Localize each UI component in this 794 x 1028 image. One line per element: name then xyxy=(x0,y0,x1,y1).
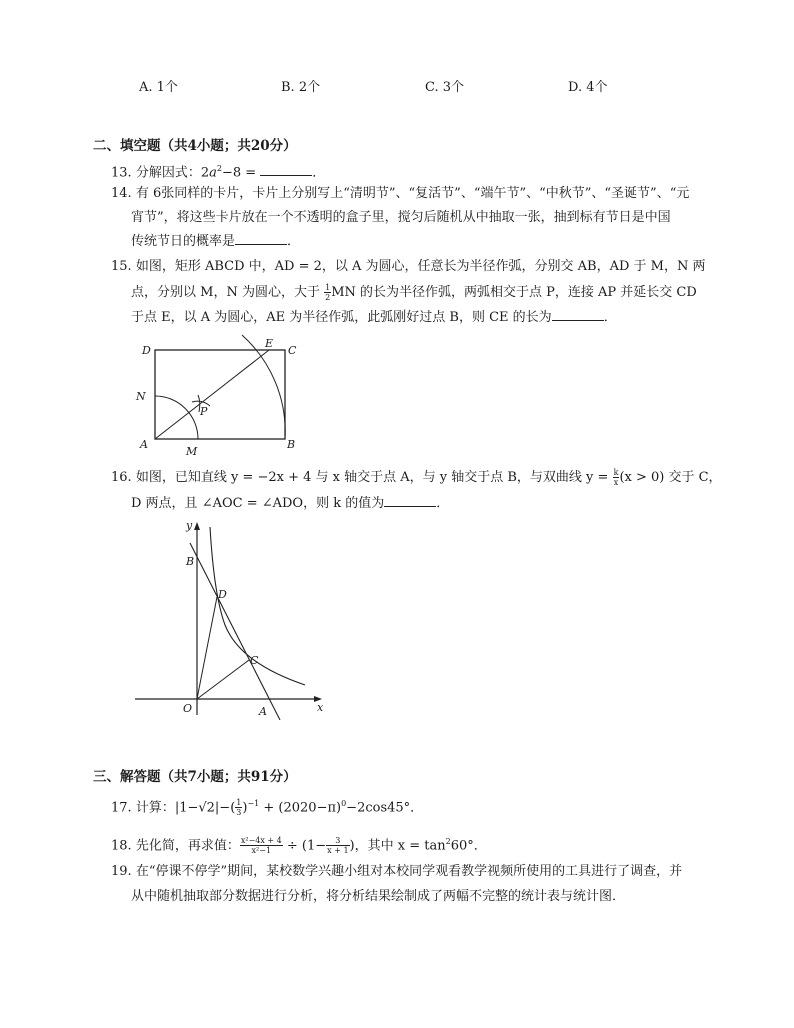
frac-num: 3 xyxy=(326,836,349,846)
q15-line2 xyxy=(131,281,697,305)
question-19 xyxy=(111,860,682,884)
q17-rest: + (2020−π) xyxy=(259,800,342,816)
q18-tail: 60°． xyxy=(450,838,487,854)
fraction-2 xyxy=(326,836,349,855)
q15-line3-text: 于点 E，以 A 为圆心，AE 为半径作弧，此弧刚好过点 B，则 CE 的长为 xyxy=(131,310,552,325)
q14-line2: 宵节”，将这些卡片放在一个不透明的盒子里，搅匀后随机从中抽取一张，抽到标有节日是中国 xyxy=(131,210,671,225)
q16-line1a: 如图，已知直线 y = −2x + 4 与 x 轴交于点 A，与 y 轴交于点 B，与双曲线 y = xyxy=(135,470,609,485)
q14-line3-text: 传统节日的概率是 xyxy=(131,234,236,249)
question-number: 16. xyxy=(111,470,132,485)
question-number: 17. xyxy=(111,800,132,816)
label-y: y xyxy=(186,519,193,532)
frac-num: 1 xyxy=(236,798,242,808)
frac-den: x²−1 xyxy=(251,846,272,856)
frac-num: 1 xyxy=(325,283,331,292)
question-17 xyxy=(111,792,423,820)
question-number: 15. xyxy=(111,259,132,274)
label-a: A xyxy=(259,705,267,718)
question-15 xyxy=(111,255,706,279)
q13-prefix: 分解因式：2 xyxy=(135,165,210,181)
label-m: M xyxy=(186,445,198,458)
arc-nm xyxy=(155,396,198,439)
section-heading-fill-blank: 二、填空题（共4小题；共20分） xyxy=(93,138,297,154)
line-od xyxy=(197,597,217,699)
q14-end: ． xyxy=(287,234,301,249)
q15-line2a: 点，分别以 M，N 为圆心，大于 xyxy=(131,285,320,300)
q15-line1: 如图，矩形 ABCD 中，AD = 2，以 A 为圆心，任意长为半径作弧，分别交 AB，AD 于 M，N 两 xyxy=(135,259,706,274)
q17-exp: −1 xyxy=(247,799,260,808)
fraction-1 xyxy=(240,836,283,855)
q13-end: ． xyxy=(312,165,326,181)
section-heading-solve: 三、解答题（共7小题；共91分） xyxy=(93,769,297,785)
option-a: A. 1个 xyxy=(139,80,178,95)
label-b: B xyxy=(186,555,195,568)
answer-blank xyxy=(260,162,312,176)
q17-exp0: 0 xyxy=(341,799,347,808)
line-oc xyxy=(197,660,249,699)
label-o: O xyxy=(183,702,193,715)
label-a: A xyxy=(140,438,148,451)
frac-num: x²−4x + 4 xyxy=(240,836,282,846)
answer-blank xyxy=(235,231,287,245)
label-n: N xyxy=(136,390,146,403)
question-number: 14. xyxy=(111,186,132,201)
q14-line1: 有 6张同样的卡片，卡片上分别写上“清明节”、“复活节”、“端午节”、“中秋节”、“圣诞节”、“元 xyxy=(135,186,690,201)
line-ae xyxy=(155,350,269,439)
q17-tail: −2cos45°． xyxy=(346,800,424,816)
label-c: C xyxy=(288,344,297,357)
question-18 xyxy=(111,830,487,858)
answer-blank xyxy=(384,493,436,507)
q13-sup: 2 xyxy=(216,164,222,173)
q16-line2 xyxy=(131,492,449,516)
q15-line2b: MN 的长为半径作弧，两弧相交于点 P，连接 AP 并延长交 CD xyxy=(331,285,697,300)
q19-line2: 从中随机抽取部分数据进行分析，将分析结果绘制成了两幅不完整的统计表与统计图． xyxy=(131,889,626,904)
question-number: 19. xyxy=(111,864,132,879)
question-number: 18. xyxy=(111,838,132,854)
coordinate-figure xyxy=(130,515,330,720)
q18-exp: 2 xyxy=(445,837,451,846)
question-number: 13. xyxy=(111,165,132,181)
y-axis-arrow xyxy=(194,522,200,530)
q16-line1b: (x > 0) 交于 C， xyxy=(619,470,722,485)
q15-end: ． xyxy=(603,310,617,325)
q19-line1: 在“停课不停学”期间，某校数学兴趣小组对本校同学观看教学视频所使用的工具进行了调查，并 xyxy=(135,864,683,879)
frac-den: 3 xyxy=(236,808,242,818)
frac-den: x + 1 xyxy=(327,846,349,856)
frac-den: x xyxy=(613,478,619,487)
q18-mid: ÷ (1− xyxy=(282,838,327,854)
q15-line3 xyxy=(131,306,617,330)
question-14 xyxy=(111,182,689,206)
q17-suffix: ) xyxy=(242,800,248,816)
q18-prefix: 先化简，再求值： xyxy=(135,838,240,854)
label-d: D xyxy=(142,344,151,357)
line-ab xyxy=(190,543,280,720)
label-b: B xyxy=(287,438,296,451)
option-d: D. 4个 xyxy=(568,80,608,95)
label-x: x xyxy=(317,701,324,714)
q16-end: ． xyxy=(436,496,450,511)
label-e: E xyxy=(265,337,274,350)
label-c: C xyxy=(250,654,259,667)
option-c: C. 3个 xyxy=(425,80,465,95)
q16-line2-text: D 两点，且 ∠AOC = ∠ADO，则 k 的值为 xyxy=(131,496,385,511)
label-p: P xyxy=(200,405,208,418)
answer-blank xyxy=(552,307,604,321)
q14-line3 xyxy=(131,230,300,254)
frac-num: k xyxy=(613,468,619,477)
q13-var: a xyxy=(209,165,217,181)
q17-prefix: 计算：|1−√2|−( xyxy=(135,800,236,816)
option-b: B. 2个 xyxy=(281,80,321,95)
rectangle-figure xyxy=(130,330,310,462)
question-16 xyxy=(111,466,722,490)
frac-den: 2 xyxy=(325,293,331,302)
q18-after: )，其中 x = tan xyxy=(349,838,446,854)
label-d: D xyxy=(218,588,227,601)
q13-suffix: −8 = xyxy=(221,165,261,181)
